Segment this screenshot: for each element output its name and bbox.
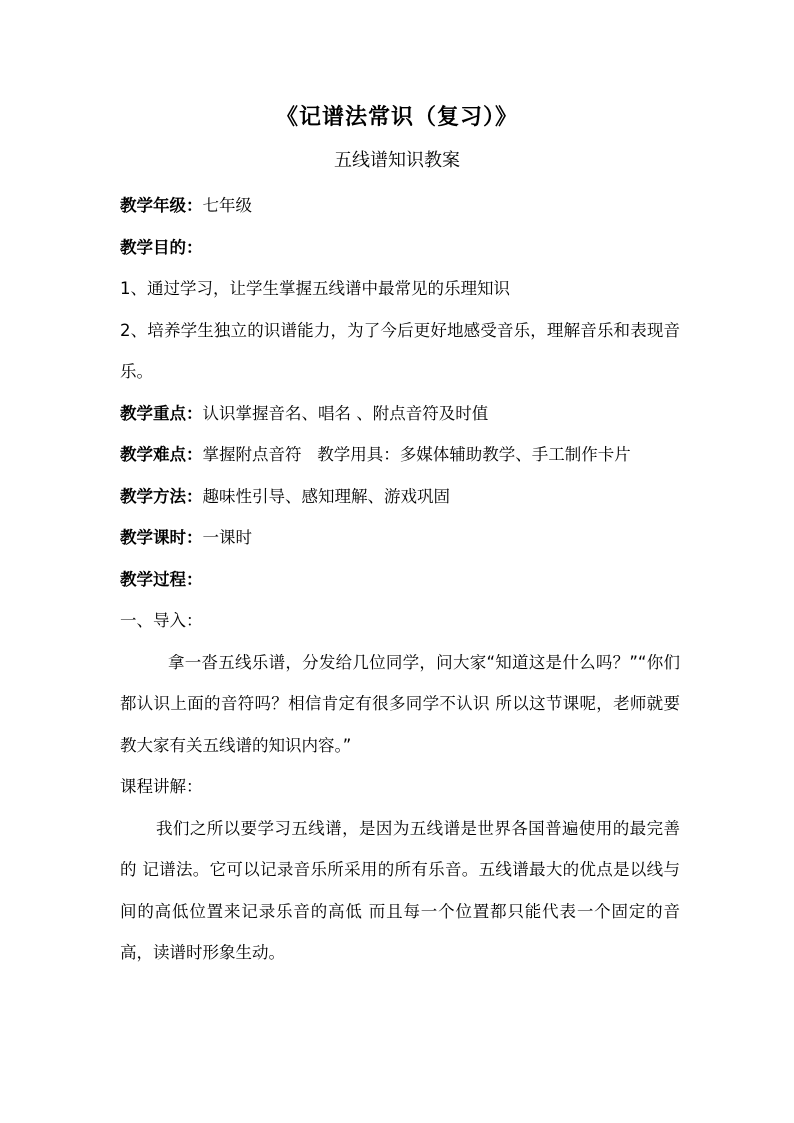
methods-value: 趣味性引导、感知理解、游戏巩固 [202,486,450,506]
intro-heading: 一、导入： [120,611,203,630]
page-subtitle: 五线谱知识教案 [334,150,460,171]
objective-item-2: 2、培养学生独立的识谱能力，为了今后更好地感受音乐，理解音乐和表现音乐。 [120,320,680,381]
difficulties-value: 掌握附点音符 教学用具：多媒体辅助教学、手工制作卡片 [202,445,631,464]
hours-line [120,517,680,559]
process-label: 教学过程： [120,569,203,589]
intro-paragraph: 拿一沓五线乐谱，分发给几位同学，问大家“知道这是什么吗？”“你们都认识上面的音符吗？相信肯定有很多同学不认识 所以这节课呢，老师就要教大家有关五线谱的知识内容。” [120,652,680,755]
grade-value: 七年级 [202,196,252,215]
objectives-label: 教学目的： [120,237,203,257]
grade-line [120,185,680,227]
difficulties-line [120,434,680,476]
lecture-heading: 课程讲解： [120,777,203,796]
key-points-label: 教学重点： [120,403,203,423]
process-heading [120,559,680,601]
objectives-heading [120,227,680,269]
key-points-line [120,393,680,435]
page-title: 《记谱法常识（复习）》 [275,105,518,130]
difficulties-label: 教学难点： [120,445,203,464]
lecture-paragraph: 我们之所以要学习五线谱，是因为五线谱是世界各国普遍使用的最完善的 记谱法。它可以记录音乐所采用的所有乐音。五线谱最大的优点是以线与间的高低位置来记录乐音的高低 而且每一个位置都只能代表一个固定的音高，读谱时形象生动。 [120,818,680,962]
hours-label: 教学课时： [120,528,203,547]
methods-line [120,476,680,518]
document-body [120,185,680,974]
hours-value: 一课时 [202,528,252,547]
methods-label: 教学方法： [120,486,203,506]
grade-label: 教学年级： [120,196,203,215]
key-points-value: 认识掌握音名、唱名 、附点音符及时值 [202,403,489,423]
objective-item-1: 1、通过学习，让学生掌握五线谱中最常见的乐理知识 [120,279,510,298]
